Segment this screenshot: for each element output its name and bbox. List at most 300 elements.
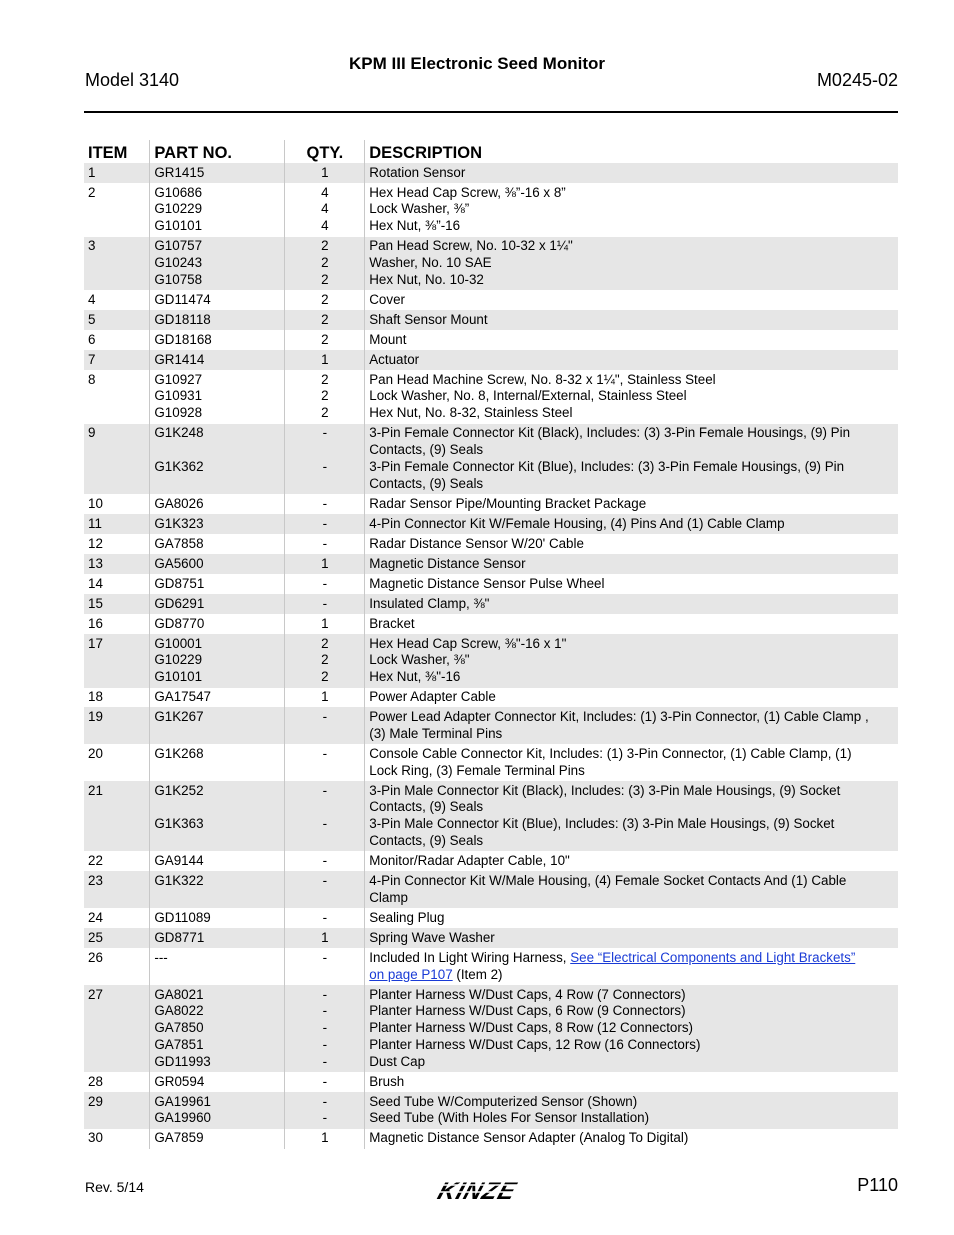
item-number-cell xyxy=(84,1092,150,1129)
description-line: Hex Nut, No. 8-32, Stainless Steel xyxy=(369,405,573,421)
description-line: 4-Pin Connector Kit W/Male Housing, (4) Female Socket Contacts And (1) Cable xyxy=(369,873,847,888)
quantity: - xyxy=(322,873,328,888)
quantity-cell xyxy=(285,1072,365,1092)
item-number: 17 xyxy=(88,635,103,651)
description-line: Bracket xyxy=(369,615,415,631)
quantity-cell xyxy=(285,688,365,708)
description-line: Magnetic Distance Sensor xyxy=(369,555,526,571)
part-number: G10757 xyxy=(154,238,203,254)
part-number-cell xyxy=(150,330,285,350)
description-cell xyxy=(365,290,898,310)
part-number: G1K362 xyxy=(154,458,204,474)
quantity-cell xyxy=(285,554,365,574)
table-row xyxy=(84,634,898,688)
quantity-cell xyxy=(285,183,365,237)
part-number-cell xyxy=(150,424,285,494)
table-row xyxy=(84,614,898,634)
part-number: G10927 xyxy=(154,371,203,387)
item-number: 2 xyxy=(88,184,96,200)
item-number-cell xyxy=(84,634,150,688)
description-line: Dust Cap xyxy=(369,1053,426,1069)
item-number: 5 xyxy=(88,311,96,327)
table-row xyxy=(84,424,898,494)
part-number-cell xyxy=(150,948,285,985)
description-line: Hex Head Cap Screw, ⅜”-16 x 8” xyxy=(369,184,566,200)
item-number-cell xyxy=(84,534,150,554)
description-line: Magnetic Distance Sensor Adapter (Analog To Digital) xyxy=(369,1130,689,1146)
part-number: GA7859 xyxy=(154,1130,204,1146)
item-number: 22 xyxy=(88,853,103,869)
description-cell xyxy=(365,851,898,871)
quantity-cell xyxy=(285,514,365,534)
page-number: P110 xyxy=(857,1175,898,1195)
item-number: 26 xyxy=(88,949,103,965)
quantity-cell xyxy=(285,310,365,330)
description-line: 3-Pin Male Connector Kit (Blue), Includes: (3) 3-Pin Male Housings, (9) Socket xyxy=(369,816,835,832)
quantity: 1 xyxy=(321,164,329,180)
item-number-cell xyxy=(84,370,150,424)
description-line: Seed Tube (With Holes For Sensor Installation) xyxy=(369,1110,650,1126)
part-number: G1K267 xyxy=(154,709,204,725)
part-number-cell xyxy=(150,744,285,781)
description-line: Radar Distance Sensor W/20' Cable xyxy=(369,535,584,551)
part-number-cell xyxy=(150,514,285,534)
table-row xyxy=(84,985,898,1072)
part-number: GA19960 xyxy=(154,1110,211,1126)
table-row xyxy=(84,948,898,985)
description-text: (Item 2) xyxy=(452,966,503,982)
item-number: 25 xyxy=(88,929,103,945)
description-cell xyxy=(365,237,898,291)
quantity-cell xyxy=(285,350,365,370)
description-line: Contacts, (9) Seals xyxy=(369,475,484,491)
part-number: G10229 xyxy=(154,652,203,668)
part-number-cell xyxy=(150,163,285,183)
part-number-cell xyxy=(150,1129,285,1149)
description-line: Pan Head Machine Screw, No. 8-32 x 1¼", Stainless Steel xyxy=(369,371,716,387)
description-cell xyxy=(365,534,898,554)
quantity-cell xyxy=(285,948,365,985)
item-number-cell xyxy=(84,494,150,514)
item-number: 10 xyxy=(88,495,103,511)
item-number: 18 xyxy=(88,689,103,705)
quantity: 2 xyxy=(321,291,329,307)
quantity-cell xyxy=(285,928,365,948)
part-number: G1K268 xyxy=(154,745,204,761)
description-line: Power Adapter Cable xyxy=(369,689,496,705)
part-number-cell xyxy=(150,574,285,594)
description-line: Hex Nut, No. 10-32 xyxy=(369,271,484,287)
page-title: KPM III Electronic Seed Monitor xyxy=(349,54,605,73)
item-number: 8 xyxy=(88,371,96,387)
description-cell xyxy=(365,310,898,330)
part-number: GD11474 xyxy=(154,291,211,307)
part-number: G1K252 xyxy=(154,782,204,798)
quantity: - xyxy=(322,1020,328,1036)
model-label: Model 3140 xyxy=(85,70,180,90)
quantity: - xyxy=(322,515,328,531)
description-line: Lock Washer, No. 8, Internal/External, Stainless Steel xyxy=(369,388,687,404)
quantity xyxy=(285,476,364,493)
table-row xyxy=(84,290,898,310)
quantity-cell xyxy=(285,614,365,634)
table-row xyxy=(84,370,898,424)
table-header-row xyxy=(84,140,898,163)
item-number: 20 xyxy=(88,745,103,761)
item-number: 9 xyxy=(88,425,96,441)
description-text: Included In Light Wiring Harness, xyxy=(369,949,571,965)
column-header-qty: QTY. xyxy=(285,140,365,163)
description-line: Monitor/Radar Adapter Cable, 10" xyxy=(369,853,570,869)
part-number: GA19961 xyxy=(154,1093,211,1109)
item-number-cell xyxy=(84,744,150,781)
part-number: G10758 xyxy=(154,271,203,287)
description-line: Seed Tube W/Computerized Sensor (Shown) xyxy=(369,1093,638,1109)
quantity: 2 xyxy=(321,271,329,287)
quantity-cell xyxy=(285,370,365,424)
description-line xyxy=(369,950,898,967)
table-row xyxy=(84,163,898,183)
item-number-cell xyxy=(84,871,150,908)
part-number: G10928 xyxy=(154,405,203,421)
item-number-cell xyxy=(84,574,150,594)
table-row xyxy=(84,688,898,708)
item-number-cell xyxy=(84,948,150,985)
item-number-cell xyxy=(84,908,150,928)
quantity-cell xyxy=(285,908,365,928)
part-number: GD18168 xyxy=(154,331,212,347)
part-number-cell xyxy=(150,494,285,514)
quantity: - xyxy=(322,745,328,761)
parts-table-body xyxy=(84,163,898,1149)
part-number: GD8771 xyxy=(154,929,205,945)
item-number: 14 xyxy=(88,575,103,591)
description-line: 3-Pin Female Connector Kit (Black), Includes: (3) 3-Pin Female Housings, (9) Pin xyxy=(369,425,851,441)
table-row xyxy=(84,1129,898,1149)
quantity: 1 xyxy=(321,351,329,367)
description-line: Planter Harness W/Dust Caps, 6 Row (9 Connectors) xyxy=(369,1003,686,1019)
quantity: 1 xyxy=(321,689,329,705)
description-line: Console Cable Connector Kit, Includes: (1) 3-Pin Connector, (1) Cable Clamp, (1) xyxy=(369,745,852,761)
item-number: 24 xyxy=(88,909,103,925)
quantity-cell xyxy=(285,534,365,554)
quantity: 4 xyxy=(321,184,329,200)
description-line: 4-Pin Connector Kit W/Female Housing, (4) Pins And (1) Cable Clamp xyxy=(369,515,785,531)
item-number-cell xyxy=(84,851,150,871)
part-number-cell xyxy=(150,781,285,851)
quantity: - xyxy=(322,495,328,511)
item-number-cell xyxy=(84,330,150,350)
part-number: GD11089 xyxy=(154,909,211,925)
cross-reference-link-page[interactable]: on page P107 xyxy=(369,966,453,982)
part-number-cell xyxy=(150,1072,285,1092)
description-line: Lock Washer, ⅜” xyxy=(369,201,470,217)
cross-reference-link[interactable]: See “Electrical Components and Light Brackets” xyxy=(570,949,856,965)
quantity: - xyxy=(322,458,328,474)
part-number: G10001 xyxy=(154,635,203,651)
description-line: Cover xyxy=(369,291,405,307)
revision-label: Rev. 5/14 xyxy=(85,1179,144,1195)
part-number-cell xyxy=(150,707,285,744)
part-number: GA7850 xyxy=(154,1020,204,1036)
item-number-cell xyxy=(84,163,150,183)
quantity: 2 xyxy=(321,652,329,668)
description-cell xyxy=(365,1129,898,1149)
table-row xyxy=(84,871,898,908)
item-number-cell xyxy=(84,290,150,310)
description-cell xyxy=(365,614,898,634)
item-number: 28 xyxy=(88,1073,103,1089)
description-line: Planter Harness W/Dust Caps, 12 Row (16 Connectors) xyxy=(369,1036,701,1052)
part-number: GR0594 xyxy=(154,1073,205,1089)
quantity: - xyxy=(322,1093,328,1109)
part-number: GD6291 xyxy=(154,595,205,611)
part-number-cell xyxy=(150,1092,285,1129)
table-row xyxy=(84,781,898,851)
part-number: G10101 xyxy=(154,218,203,234)
table-row xyxy=(84,744,898,781)
description-line: Mount xyxy=(369,331,407,347)
description-line: 3-Pin Male Connector Kit (Black), Includes: (3) 3-Pin Male Housings, (9) Socket xyxy=(369,782,841,798)
quantity-cell xyxy=(285,330,365,350)
description-cell xyxy=(365,330,898,350)
item-number: 23 xyxy=(88,873,103,888)
item-number-cell xyxy=(84,424,150,494)
item-number: 19 xyxy=(88,709,103,725)
parts-table xyxy=(84,140,898,1149)
quantity-cell xyxy=(285,594,365,614)
description-line: Lock Ring, (3) Female Terminal Pins xyxy=(369,762,585,778)
item-number: 27 xyxy=(88,986,103,1002)
description-line: Brush xyxy=(369,1073,405,1089)
part-number-cell xyxy=(150,871,285,908)
description-line: Planter Harness W/Dust Caps, 4 Row (7 Connectors) xyxy=(369,986,686,1002)
description-cell xyxy=(365,871,898,908)
description-line: Insulated Clamp, ⅜" xyxy=(369,595,490,611)
part-number-cell xyxy=(150,534,285,554)
part-number-cell xyxy=(150,237,285,291)
item-number-cell xyxy=(84,781,150,851)
item-number-cell xyxy=(84,594,150,614)
quantity: - xyxy=(322,909,328,925)
item-number: 1 xyxy=(88,164,96,180)
quantity: - xyxy=(322,816,328,832)
item-number-cell xyxy=(84,1072,150,1092)
description-cell xyxy=(365,985,898,1072)
description-line: Contacts, (9) Seals xyxy=(369,833,484,849)
quantity: - xyxy=(322,709,328,725)
quantity: 1 xyxy=(321,555,329,571)
description-cell xyxy=(365,908,898,928)
part-number xyxy=(154,799,284,816)
item-number: 13 xyxy=(88,555,103,571)
quantity: - xyxy=(322,949,328,965)
item-number: 11 xyxy=(88,515,102,531)
quantity xyxy=(285,833,364,850)
table-row xyxy=(84,514,898,534)
part-number xyxy=(154,442,284,459)
description-line xyxy=(369,967,898,984)
part-number: GD8751 xyxy=(154,575,205,591)
description-cell xyxy=(365,1072,898,1092)
quantity: 2 xyxy=(321,238,329,254)
item-number-cell xyxy=(84,928,150,948)
description-line: Shaft Sensor Mount xyxy=(369,311,488,327)
column-header-description: DESCRIPTION xyxy=(365,140,898,163)
item-number: 30 xyxy=(88,1130,103,1146)
quantity-cell xyxy=(285,781,365,851)
table-row xyxy=(84,310,898,330)
quantity: - xyxy=(322,1053,328,1069)
part-number-cell xyxy=(150,594,285,614)
item-number-cell xyxy=(84,614,150,634)
part-number-cell xyxy=(150,183,285,237)
table-row xyxy=(84,183,898,237)
description-line: Hex Nut, ⅜"-16 xyxy=(369,669,461,685)
quantity: - xyxy=(322,1073,328,1089)
quantity-cell xyxy=(285,744,365,781)
description-line: Contacts, (9) Seals xyxy=(369,442,484,458)
item-number: 4 xyxy=(88,291,96,307)
part-number xyxy=(154,833,284,850)
part-number-cell xyxy=(150,370,285,424)
part-number: G10243 xyxy=(154,254,203,270)
description-line: (3) Male Terminal Pins xyxy=(369,725,503,741)
quantity: 4 xyxy=(321,201,329,217)
description-line: Pan Head Screw, No. 10-32 x 1¼" xyxy=(369,238,573,254)
part-number: G10101 xyxy=(154,669,203,685)
table-row xyxy=(84,237,898,291)
description-cell xyxy=(365,928,898,948)
item-number: 16 xyxy=(88,615,103,631)
table-row xyxy=(84,494,898,514)
quantity: 2 xyxy=(321,388,329,404)
table-row xyxy=(84,350,898,370)
quantity-cell xyxy=(285,1092,365,1129)
quantity: 4 xyxy=(321,218,329,234)
quantity: - xyxy=(322,986,328,1002)
quantity xyxy=(285,442,364,459)
item-number-cell xyxy=(84,554,150,574)
quantity: - xyxy=(322,1036,328,1052)
quantity: 1 xyxy=(321,615,329,631)
document-number: M0245-02 xyxy=(816,70,898,90)
part-number: GA8022 xyxy=(154,1003,204,1019)
description-line: Rotation Sensor xyxy=(369,164,466,180)
part-number-cell xyxy=(150,290,285,310)
description-line: Clamp xyxy=(369,889,408,905)
description-cell xyxy=(365,781,898,851)
part-number: GA5600 xyxy=(154,555,204,571)
description-cell xyxy=(365,688,898,708)
quantity-cell xyxy=(285,871,365,908)
part-number: G1K248 xyxy=(154,425,204,441)
part-number: G1K363 xyxy=(154,816,204,832)
description-cell xyxy=(365,514,898,534)
description-line: Spring Wave Washer xyxy=(369,929,495,945)
table-row xyxy=(84,928,898,948)
description-cell xyxy=(365,554,898,574)
table-row xyxy=(84,1072,898,1092)
quantity: - xyxy=(322,535,328,551)
quantity-cell xyxy=(285,424,365,494)
table-row xyxy=(84,1092,898,1129)
part-number: GA9144 xyxy=(154,853,204,869)
part-number-cell xyxy=(150,310,285,330)
quantity: - xyxy=(322,575,328,591)
description-cell xyxy=(365,574,898,594)
quantity: 1 xyxy=(321,929,329,945)
quantity-cell xyxy=(285,290,365,310)
description-line: Sealing Plug xyxy=(369,909,445,925)
item-number: 15 xyxy=(88,595,103,611)
item-number: 29 xyxy=(88,1093,103,1109)
item-number: 12 xyxy=(88,535,103,551)
part-number-cell xyxy=(150,851,285,871)
kinze-logo xyxy=(432,1175,552,1205)
description-cell xyxy=(365,350,898,370)
part-number xyxy=(154,476,284,493)
part-number-cell xyxy=(150,614,285,634)
part-number: GA7858 xyxy=(154,535,204,551)
part-number: GD8770 xyxy=(154,615,205,631)
description-line: Hex Head Cap Screw, ⅜"-16 x 1" xyxy=(369,635,567,651)
item-number-cell xyxy=(84,237,150,291)
table-row xyxy=(84,594,898,614)
part-number: GA8021 xyxy=(154,986,204,1002)
quantity: - xyxy=(322,425,328,441)
quantity-cell xyxy=(285,707,365,744)
description-cell xyxy=(365,370,898,424)
description-line: Actuator xyxy=(369,351,420,367)
quantity: - xyxy=(322,782,328,798)
part-number: G1K322 xyxy=(154,873,204,888)
description-cell xyxy=(365,1092,898,1129)
description-line: Radar Sensor Pipe/Mounting Bracket Package xyxy=(369,495,647,511)
description-cell xyxy=(365,494,898,514)
item-number-cell xyxy=(84,688,150,708)
description-line: Planter Harness W/Dust Caps, 8 Row (12 Connectors) xyxy=(369,1020,693,1036)
quantity-cell xyxy=(285,163,365,183)
quantity-cell xyxy=(285,237,365,291)
quantity: - xyxy=(322,595,328,611)
description-line: Washer, No. 10 SAE xyxy=(369,254,492,270)
quantity: 2 xyxy=(321,635,329,651)
part-number: --- xyxy=(154,949,168,965)
quantity-cell xyxy=(285,634,365,688)
description-cell xyxy=(365,163,898,183)
table-row xyxy=(84,534,898,554)
quantity-cell xyxy=(285,1129,365,1149)
item-number: 6 xyxy=(88,331,96,347)
part-number-cell xyxy=(150,908,285,928)
column-header-part-no: PART NO. xyxy=(150,140,285,163)
quantity: 2 xyxy=(321,371,329,387)
part-number: G10931 xyxy=(154,388,203,404)
part-number-cell xyxy=(150,928,285,948)
quantity: 2 xyxy=(321,311,329,327)
description-cell xyxy=(365,948,898,985)
quantity xyxy=(285,799,364,816)
part-number: G1K323 xyxy=(154,515,204,531)
column-header-item: ITEM xyxy=(88,144,128,163)
quantity: 1 xyxy=(321,1130,329,1146)
part-number-cell xyxy=(150,554,285,574)
part-number: GD18118 xyxy=(154,311,211,327)
item-number-cell xyxy=(84,183,150,237)
description-cell xyxy=(365,634,898,688)
description-line: Magnetic Distance Sensor Pulse Wheel xyxy=(369,575,605,591)
